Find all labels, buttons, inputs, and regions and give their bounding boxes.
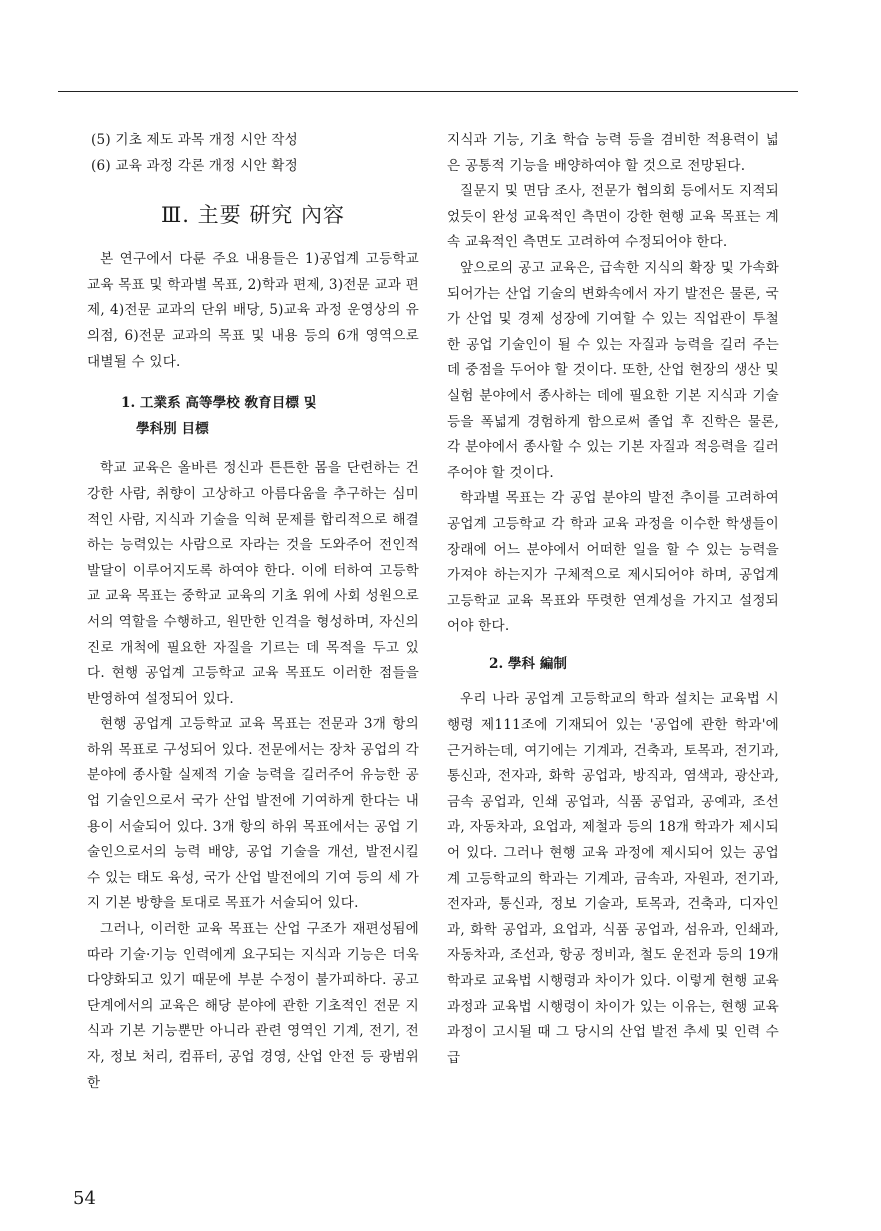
body-paragraph: 우리 나라 공업계 고등학교의 학과 설치는 교육법 시행령 제111조에 기재되어 있는 '공업에 관한 학과'에 근거하는데, 여기에는 기계과, 건축과, 토목과, 전기과, 통신과, 전자과, 화학 공업과, 방직과, 염색과, 광산과, 금속 공업과, 인쇄 공업과, 식품 공업과, 공예과, 조선과, 자동차과, 요업과, 제철과 등의 18개 학과가 제시되어 있다. 그러나 현행 교육 과정에 제시되어 있는 공업계 고등학교의 학과는 기계과, 금속과, 자원과, 전기과, 전자과, 통신과, 정보 기술과, 토목과, 건축과, 디자인과, 화학 공업과, 요업과, 식품 공업과, 섬유과, 인쇄과, 자동차과, 조선과, 항공 정비과, 철도 운전과 등의 19개 학과로 교육법 시행령과 차이가 있다. 이렇게 현행 교육 과정과 교육법 시행령이 차이가 있는 이유는, 현행 교육 과정이 고시될 때 그 당시의 산업 발전 추세 및 인력 수급: [447, 691, 779, 1066]
body-paragraph: 현행 공업계 고등학교 교육 목표는 전문과 3개 항의 하위 목표로 구성되어 있다. 전문에서는 장차 공업의 각 분야에 종사할 실제적 기술 능력을 길러주어 유능한 공업 기술인으로서 국가 산업 발전에 기여하게 한다는 내용이 서술되어 있다. 3개 항의 하위 목표에서는 공업 기술인으로서의 능력 배양, 공업 기술을 개선, 발전시킬 수 있는 태도 육성, 국가 산업 발전에의 기여 등의 세 가지 기본 방향을 토대로 목표가 서술되어 있다.: [87, 716, 419, 912]
body-paragraph: 학교 교육은 올바른 정신과 튼튼한 몸을 단련하는 건강한 사람, 취향이 고상하고 아름다움을 추구하는 심미적인 사람, 지식과 기술을 익혀 문제를 합리적으로 해결하는 능력있는 사람으로 자라는 것을 도와주어 전인적 발달이 이루어지도록 하여야 한다. 이에 터하여 고등학교 교육 목표는 중학교 교육의 기초 위에 사회 성원으로서의 역할을 수행하고, 원만한 인격을 형성하며, 자신의 진로 개척에 필요한 자질을 기르는 데 목적을 두고 있다. 현행 공업계 고등학교 교육 목표도 이러한 점들을 반영하여 설정되어 있다.: [87, 460, 419, 707]
body-paragraph: 질문지 및 면담 조사, 전문가 협의회 등에서도 지적되었듯이 완성 교육적인 측면이 강한 현행 교육 목표는 계속 교육적인 측면도 고려하여 수정되어야 한다.: [447, 183, 779, 251]
subsection-heading-1-line2: 學科別 目標: [136, 420, 209, 437]
list-item: (5) 기초 제도 과목 개정 시안 작성: [91, 132, 298, 148]
subsection-heading-1-line1: 1. 工業系 高等學校 敎育目標 및: [121, 395, 317, 412]
header-rule: [58, 91, 798, 92]
left-column: [87, 128, 419, 1096]
page-number: 54: [73, 1188, 96, 1209]
body-paragraph: 그러나, 이러한 교육 목표는 산업 구조가 재편성됨에 따라 기술·기능 인력에게 요구되는 지식과 기능은 더욱 다양화되고 있기 때문에 부분 수정이 불가피하다. 공고 단계에서의 교육은 해당 분야에 관한 기초적인 전문 지식과 기본 기능뿐만 아니라 관련 영역인 기계, 전기, 전자, 정보 처리, 컴퓨터, 공업 경영, 산업 안전 등 광범위한: [87, 921, 419, 1091]
list-item: (6) 교육 과정 각론 개정 시안 확정: [91, 157, 298, 174]
section-title: Ⅲ. 主要 硏究 內容: [161, 203, 345, 228]
body-paragraph: 지식과 기능, 기초 학습 능력 등을 겸비한 적용력이 넓은 공통적 기능을 배양하여야 할 것으로 전망된다.: [447, 132, 779, 174]
subsection-heading-1: [121, 391, 419, 442]
body-paragraph: 앞으로의 공고 교육은, 급속한 지식의 확장 및 가속화 되어가는 산업 기술의 변화속에서 자기 발전은 물론, 국가 산업 및 경제 성장에 기여할 수 있는 직업관이 투철한 공업 기술인이 될 수 있는 자질과 능력을 길러 주는 데 중점을 두어야 할 것이다. 또한, 산업 현장의 생산 및 실험 분야에서 종사하는 데에 필요한 기본 지식과 기술 등을 폭넓게 경험하게 함으로써 졸업 후 진학은 물론, 각 분야에서 종사할 수 있는 기본 자질과 적응력을 길러 주어야 할 것이다.: [447, 259, 779, 481]
body-paragraph: 학과별 목표는 각 공업 분야의 발전 추이를 고려하여 공업계 고등학교 각 학과 교육 과정을 이수한 학생들이 장래에 어느 분야에서 어떠한 일을 할 수 있는 능력을 가져야 하는지가 구체적으로 제시되어야 하며, 공업계 고등학교 교육 목표와 뚜렷한 연계성을 가지고 설정되어야 한다.: [447, 490, 779, 635]
intro-paragraph: 본 연구에서 다룬 주요 내용들은 1)공업계 고등학교 교육 목표 및 학과별 목표, 2)학과 편제, 3)전문 교과 편제, 4)전문 교과의 단위 배당, 5)교육 과정 운영상의 유의점, 6)전문 교과의 목표 및 내용 등의 6개 영역으로 대별될 수 있다.: [87, 251, 419, 370]
subsection-heading-2: 2. 學科 編制: [489, 655, 568, 672]
right-column: [447, 128, 779, 1071]
